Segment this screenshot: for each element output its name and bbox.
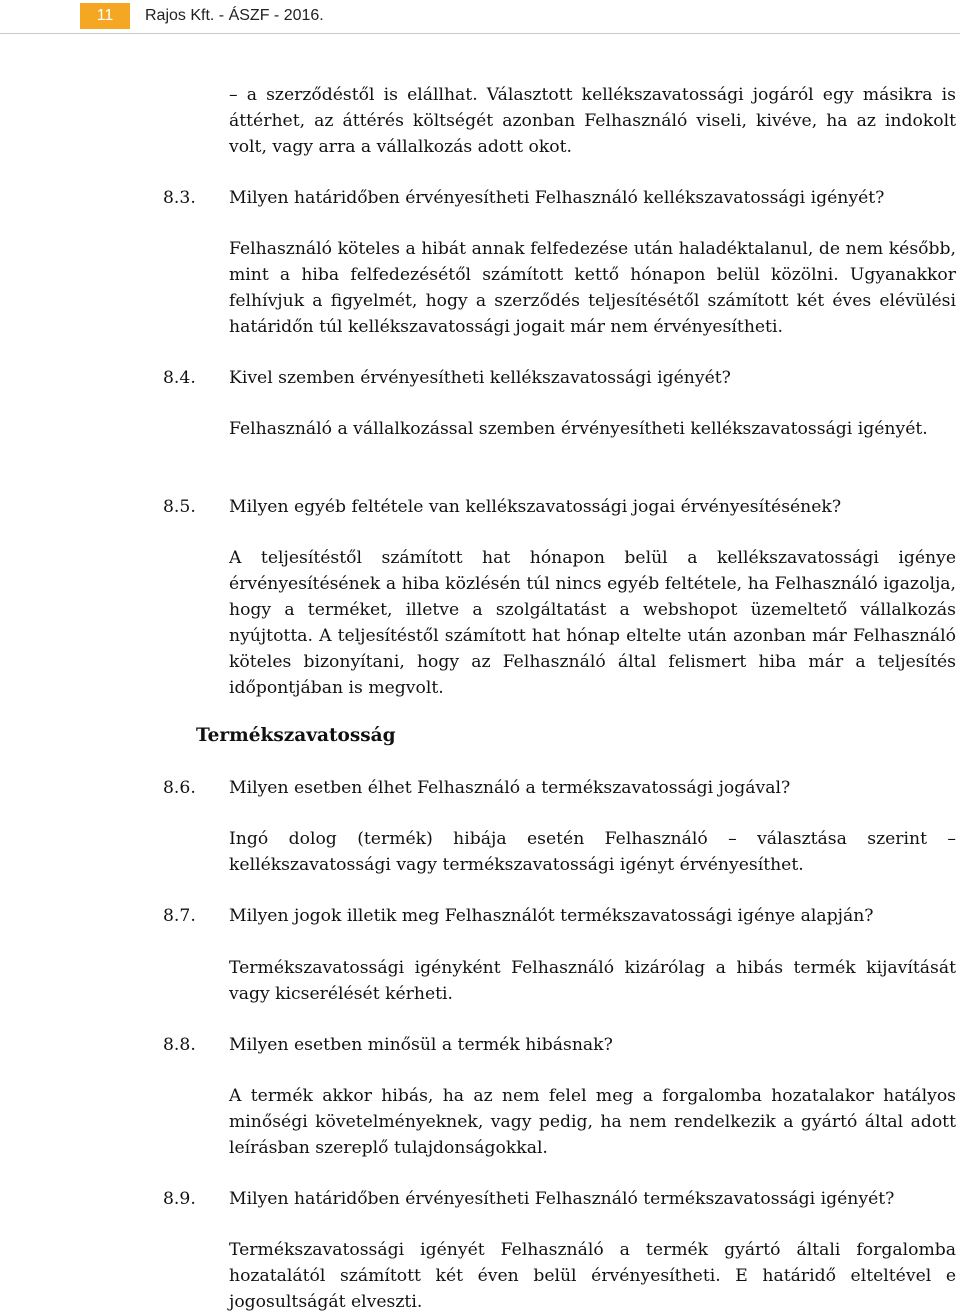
page-header [0,0,960,34]
answer-8-5: A teljesítéstől számított hat hónapon belül a kellékszavatossági igénye érvényesítésének a hiba közlésén túl nincs egyéb feltétele, ha Felhasználó igazolja, hogy a terméket, illetve a szolgáltatást a webshopot üzemeltető vállalkozás nyújtotta. A teljesítéstől számított hat hónap eltelte után azonban már Felhasználó köteles bizonyítani, hogy az Felhasználó által felismert hiba már a teljesítés időpontjában is megvolt. [229,548,956,698]
document-title: Rajos Kft. - ÁSZF - 2016. [145,7,324,24]
question-number: 8.6. [163,778,196,798]
question-8-3 [163,185,958,211]
question-text: Milyen jogok illetik meg Felhasználót termékszavatossági igénye alapján? [229,906,874,926]
answer-8-7: Termékszavatossági igényként Felhasználó kizárólag a hibás termék kijavítását vagy kicserélését kérheti. [229,958,956,1004]
question-8-9 [163,1186,958,1212]
question-8-5 [163,494,958,520]
question-text: Kivel szemben érvényesítheti kellékszavatossági igényét? [229,368,731,388]
question-number: 8.7. [163,906,196,926]
question-8-6 [163,775,958,801]
question-8-8 [163,1032,958,1058]
question-text: Milyen határidőben érvényesítheti Felhasználó kellékszavatossági igényét? [229,188,885,208]
page-number: 11 [80,3,130,29]
question-text: Milyen egyéb feltétele van kellékszavatossági jogai érvényesítésének? [229,497,842,517]
question-8-4 [163,365,958,391]
question-number: 8.8. [163,1035,196,1055]
intro-paragraph: – a szerződéstől is elállhat. Választott kellékszavatossági jogáról egy másikra is áttérhet, az áttérés költségét azonban Felhasználó viseli, kivéve, ha az indokolt volt, vagy arra a vállalkozás adott okot. [229,85,956,157]
question-text: Milyen esetben élhet Felhasználó a termékszavatossági jogával? [229,778,791,798]
answer-8-8: A termék akkor hibás, ha az nem felel meg a forgalomba hozatalakor hatályos minőségi követelményeknek, vagy pedig, ha nem rendelkezik a gyártó által adott leírásban szereplő tulajdonságokkal. [229,1086,956,1158]
question-number: 8.9. [163,1189,196,1209]
section-heading: Termékszavatosság [196,725,396,746]
answer-8-3: Felhasználó köteles a hibát annak felfedezése után haladéktalanul, de nem később, mint a hiba felfedezésétől számított kettő hónapon belül közölni. Ugyanakkor felhívjuk a figyelmét, hogy a szerződés teljesítésétől számított két éves elévülési határidőn túl kellékszavatossági jogait már nem érvényesítheti. [229,239,956,337]
answer-8-4: Felhasználó a vállalkozással szemben érvényesítheti kellékszavatossági igényét. [229,419,928,439]
question-text: Milyen határidőben érvényesítheti Felhasználó termékszavatossági igényét? [229,1189,895,1209]
header-divider [0,33,960,34]
question-8-7 [163,903,958,929]
question-number: 8.3. [163,188,196,208]
question-number: 8.4. [163,368,196,388]
question-text: Milyen esetben minősül a termék hibásnak? [229,1035,613,1055]
answer-8-6: Ingó dolog (termék) hibája esetén Felhasználó – választása szerint – kellékszavatossági vagy termékszavatossági igényt érvényesíthet. [229,829,956,875]
question-number: 8.5. [163,497,196,517]
answer-8-9: Termékszavatossági igényét Felhasználó a termék gyártó általi forgalomba hozatalától számított két éven belül érvényesítheti. E határidő elteltével e jogosultságát elveszti. [229,1240,956,1312]
